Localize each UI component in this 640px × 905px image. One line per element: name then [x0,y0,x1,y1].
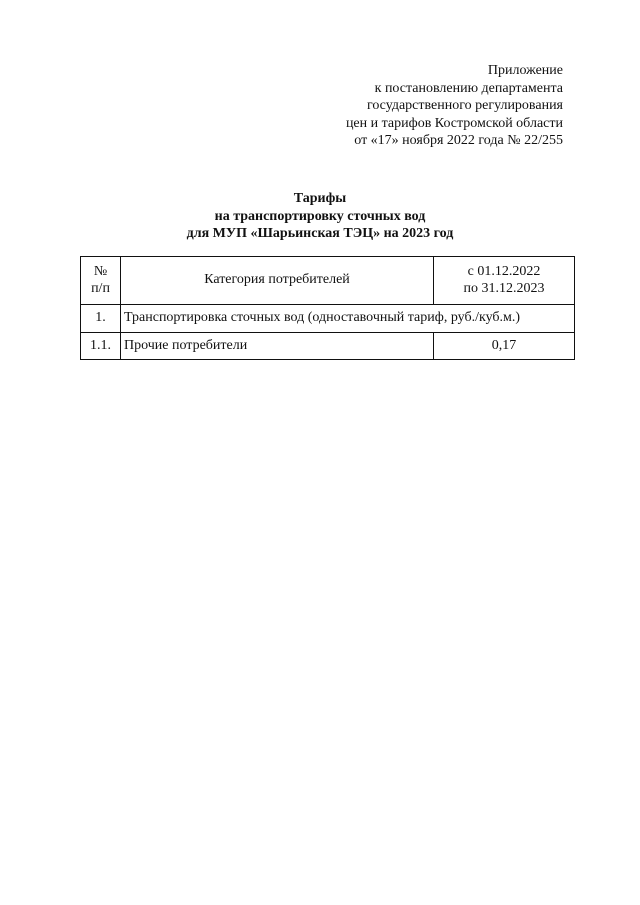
appendix-line: Приложение [487,63,563,78]
table-row [81,305,575,333]
appendix-block [346,62,563,150]
header-num-symbol: № [93,264,108,279]
header-period-end: по 31.12.2023 [463,280,545,296]
row-category: Прочие потребители [121,333,434,360]
appendix-line: цен и тарифов Костромской области [345,115,563,131]
header-category-cell: Категория потребителей [121,257,434,305]
header-num-label: п/п [91,280,110,296]
row-section-title: Транспортировка сточных вод (одноставочный тариф, руб./куб.м.) [121,305,575,333]
row-tariff-value: 0,17 [434,333,575,360]
title-line-2: на транспортировку сточных вод [214,208,426,224]
appendix-line: от «17» ноября 2022 года № 22/255 [354,133,563,149]
document-title [0,190,640,243]
appendix-line: к постановлению департамента [374,80,563,96]
title-line-3: для МУП «Шарьинская ТЭЦ» на 2023 год [186,226,454,241]
tariffs-table [80,256,575,360]
table-row [81,333,575,360]
table-header-row [81,257,575,305]
row-number: 1.1. [81,333,121,360]
header-period-start: с 01.12.2022 [467,264,541,279]
title-line-1: Тарифы [293,191,347,206]
appendix-line: государственного регулирования [366,98,563,114]
header-period-cell [434,257,575,305]
row-number: 1. [81,305,121,333]
header-num-cell [81,257,121,305]
